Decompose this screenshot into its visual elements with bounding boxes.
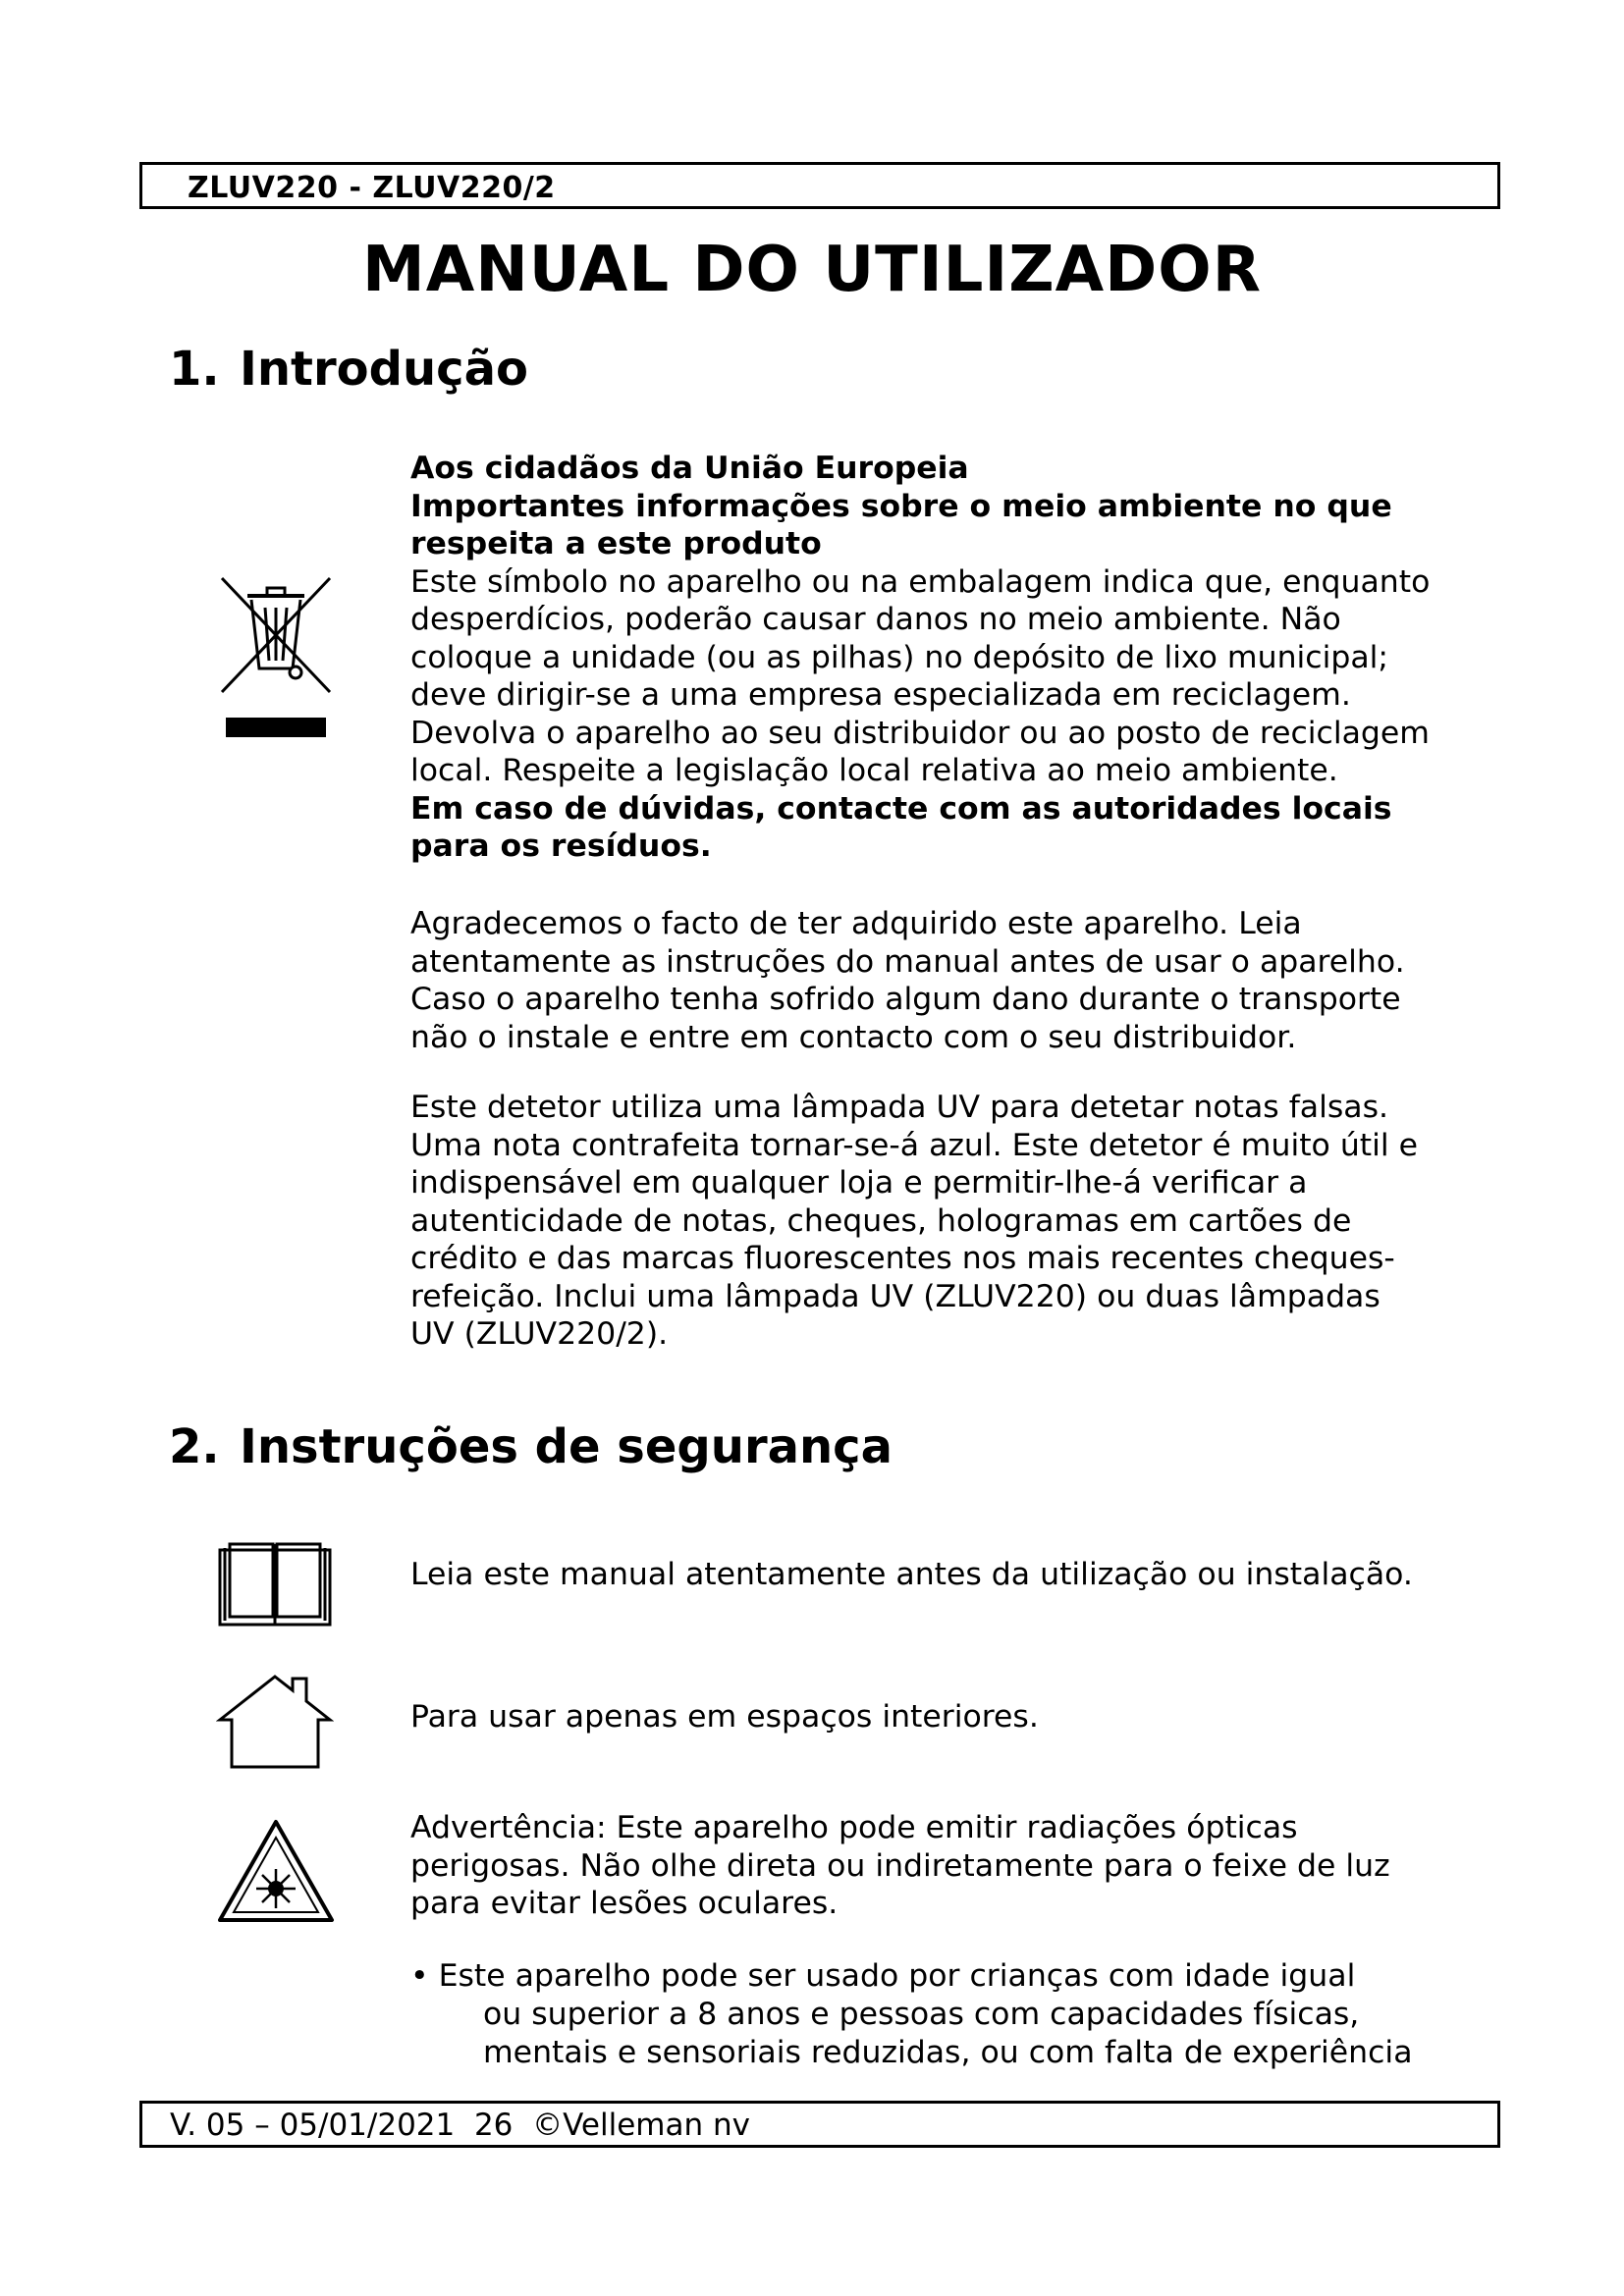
section-heading-safety [169, 1419, 893, 1474]
section-number: 1. [169, 342, 220, 397]
text-line: Uma nota contrafeita tornar-se-á azul. Este detetor é muito útil e [410, 1127, 1419, 1163]
weee-line: local. Respeite a legislação local relativa ao meio ambiente. [410, 753, 1338, 788]
bullet-line: • Este aparelho pode ser usado por crianças com idade igual [410, 1958, 1356, 1994]
text-line: autenticidade de notas, cheques, hologramas em cartões de [410, 1202, 1352, 1239]
text-line: Caso o aparelho tenha sofrido algum dano durante o transporte [410, 982, 1401, 1017]
text-line: refeição. Inclui uma lâmpada UV (ZLUV220) ou duas lâmpadas [410, 1278, 1380, 1314]
header-box [139, 162, 1500, 209]
section-title: Instruções de segurança [240, 1419, 893, 1474]
warning-paragraph [410, 1809, 1471, 1923]
weee-line: Este símbolo no aparelho ou na embalagem indica que, enquanto [410, 563, 1431, 600]
footer-text: V. 05 – 05/01/2021 26 ©Velleman nv [170, 2108, 750, 2143]
weee-line: Importantes informações sobre o meio ambiente no que [410, 488, 1392, 524]
description-paragraph [410, 1089, 1471, 1354]
model-label: ZLUV220 - ZLUV220/2 [188, 171, 556, 205]
weee-notice [410, 450, 1471, 866]
weee-line: Aos cidadãos da União Europeia [410, 451, 969, 486]
page-title: MANUAL DO UTILIZADOR [362, 234, 1262, 306]
weee-bin-icon [214, 574, 338, 751]
thanks-paragraph [410, 905, 1471, 1056]
weee-line: deve dirigir-se a uma empresa especializada em reciclagem. [410, 677, 1351, 713]
optical-radiation-warning-icon [216, 1818, 336, 1924]
weee-line: Em caso de dúvidas, contacte com as autoridades locais [410, 790, 1392, 827]
weee-line: para os resíduos. [410, 828, 712, 864]
section-number: 2. [169, 1419, 220, 1474]
text-line: Este detetor utiliza uma lâmpada UV para detetar notas falsas. [410, 1090, 1388, 1125]
text-line: atentamente as instruções do manual antes de usar o aparelho. [410, 943, 1405, 980]
section-heading-introduction [169, 342, 528, 397]
bullet-line: ou superior a 8 anos e pessoas com capacidades físicas, [483, 1997, 1360, 2032]
text-line: crédito e das marcas fluorescentes nos mais recentes cheques- [410, 1241, 1395, 1276]
text-line: UV (ZLUV220/2). [410, 1316, 669, 1352]
weee-line: desperdícios, poderão causar danos no meio ambiente. Não [410, 602, 1341, 637]
text-line: Agradecemos o facto de ter adquirido este aparelho. Leia [410, 906, 1302, 941]
bullet-line: mentais e sensoriais reduzidas, ou com falta de experiência [483, 2035, 1413, 2070]
section-title: Introdução [240, 342, 528, 397]
bullet-children-usage [410, 1957, 1471, 2072]
weee-line: respeita a este produto [410, 526, 822, 561]
footer-box [139, 2101, 1500, 2148]
indoor-text: Para usar apenas em espaços interiores. [410, 1699, 1039, 1735]
house-icon [216, 1673, 334, 1771]
book-icon [218, 1536, 332, 1629]
weee-line: coloque a unidade (ou as pilhas) no depósito de lixo municipal; [410, 639, 1389, 675]
read-manual-text: Leia este manual atentamente antes da utilização ou instalação. [410, 1557, 1413, 1592]
text-line: não o instale e entre em contacto com o seu distribuidor. [410, 1019, 1297, 1055]
text-line: para evitar lesões oculares. [410, 1886, 839, 1921]
weee-line: Devolva o aparelho ao seu distribuidor ou ao posto de reciclagem [410, 715, 1430, 751]
text-line: Advertência: Este aparelho pode emitir radiações ópticas [410, 1810, 1298, 1845]
text-line: perigosas. Não olhe direta ou indiretamente para o feixe de luz [410, 1847, 1390, 1884]
text-line: indispensável em qualquer loja e permitir-lhe-á verificar a [410, 1165, 1308, 1201]
